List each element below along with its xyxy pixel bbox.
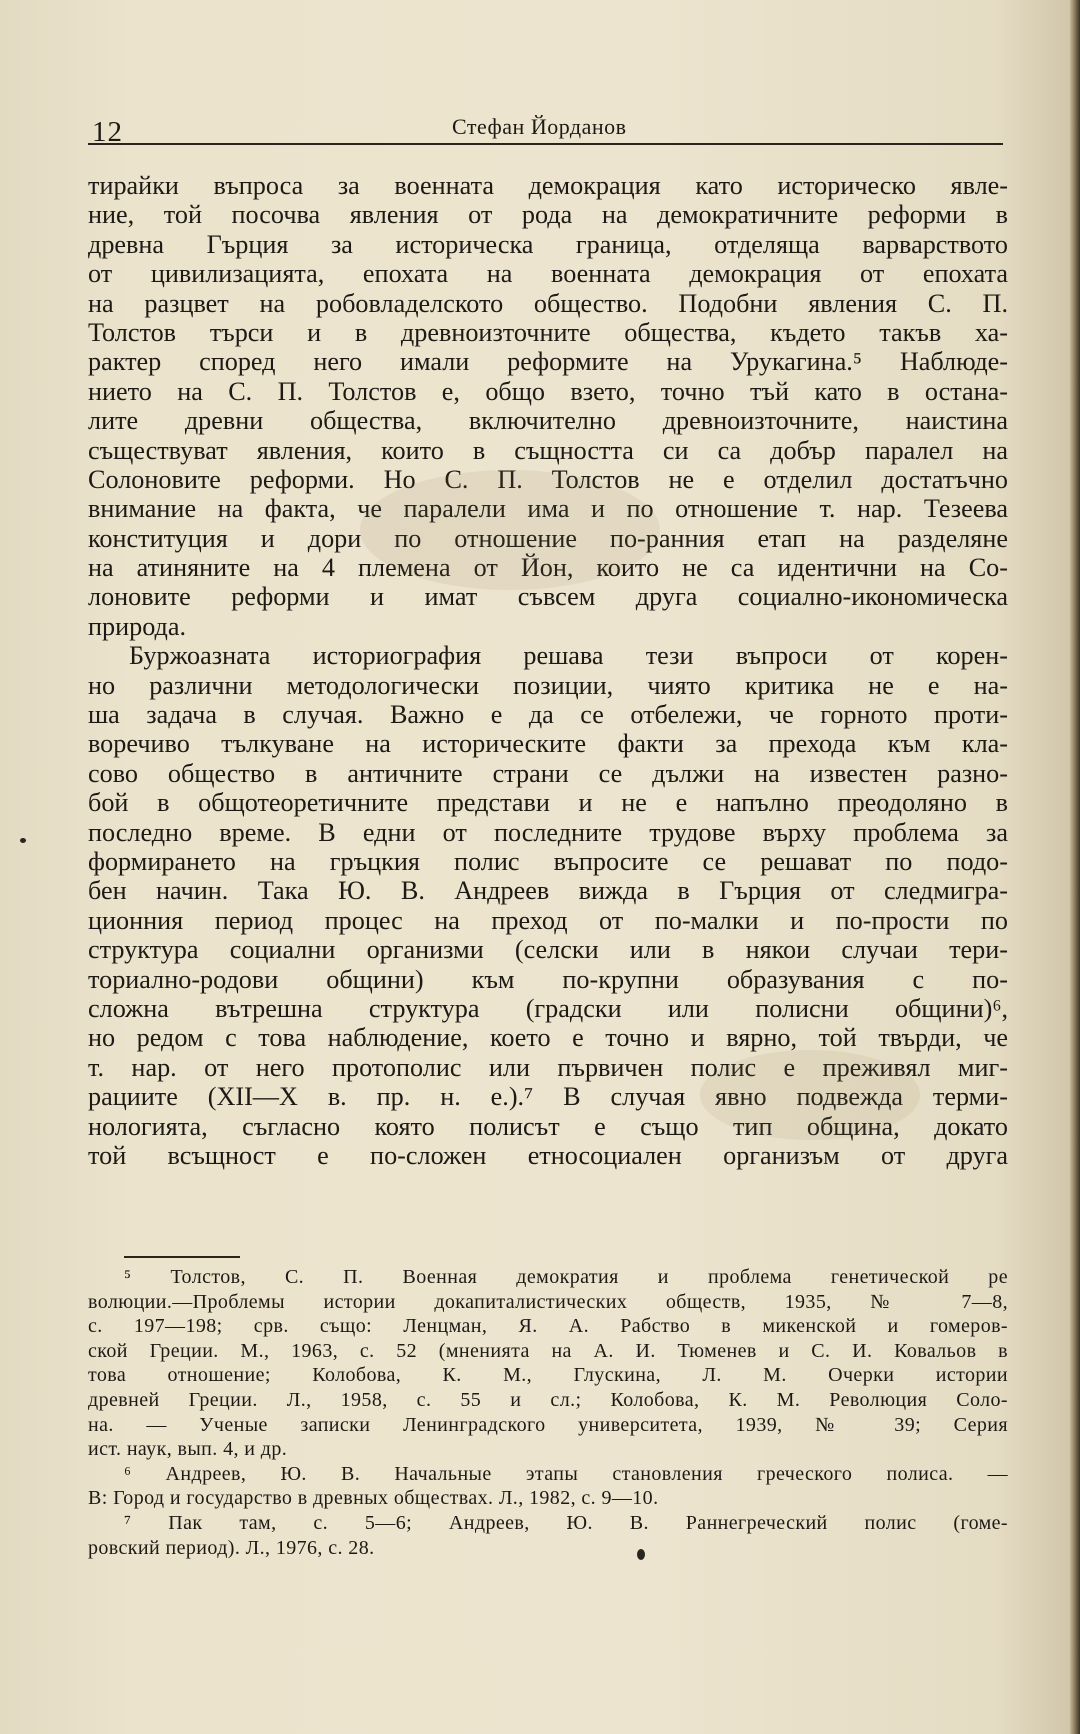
body-line: но редом с това наблюдение, което е точно и вярно, той твърди, че [88,1023,1008,1053]
body-line: Буржоазната историография решава тези въпроси от корен- [129,641,1008,671]
page-edge-shadow [1070,0,1080,1734]
body-line: рактер според него имали реформите на Урукагина.⁵ Наблюде- [88,347,1008,377]
body-line: структура социални организми (селски или в някои случаи тери- [88,935,1008,965]
body-text [88,171,1008,1170]
body-line: воречиво тълкуване на историческите факти за прехода към кла- [88,729,1008,759]
body-line: сложна вътрешна структура (градски или полисни общини)⁶, [88,993,1008,1023]
footnote-line: с. 197—198; срв. също: Ленцман, Я. А. Рабство в микенской и гомеров- [88,1315,1008,1338]
body-line: природа. [88,611,187,641]
ink-speck [637,1549,645,1560]
page-header [88,112,1003,146]
footnote-line: ⁷ Пак там, с. 5—6; Андреев, Ю. В. Раннегреческий полис (гоме- [124,1511,1008,1534]
body-line: ционния период процес на преход от по-малки и по-прости по [88,905,1008,935]
running-head: Стефан Йорданов [452,114,627,139]
body-line: формирането на гръцкия полис въпросите се решават по подо- [88,846,1008,876]
footnote-line: това отношение; Колобова, К. М., Глускина, Л. М. Очерки истории [88,1364,1008,1387]
body-line: внимание на факта, че паралели има и по отношение т. нар. Тезеева [88,494,1008,524]
body-line: лоновите реформи и имат съвсем друга социално-икономическа [88,582,1008,612]
body-line: бой в общотеоретичните представи и не е напълно преодоляно в [88,788,1008,818]
body-line: сово общество в античните страни се дължи на известен разно- [88,758,1008,788]
footnote-line: древней Греции. Л., 1958, с. 55 и сл.; Колобова, К. М. Революция Соло- [88,1388,1008,1411]
body-line: той всъщност е по-сложен етносоциален организъм от друга [88,1140,1008,1170]
body-line: Солоновите реформи. Но С. П. Толстов не е отделил достатъчно [88,464,1008,494]
body-line: Толстов търси и в древноизточните общества, където такъв ха- [88,317,1008,347]
body-line: нието на С. П. Толстов е, общо взето, точно тъй като в остана- [88,376,1008,406]
page-number: 12 [92,116,123,148]
footnote-line: ровский период). Л., 1976, с. 28. [88,1536,375,1559]
footnote-line: В: Город и государство в древных обществах. Л., 1982, с. 9—10. [88,1487,659,1510]
paper-stain [360,470,660,590]
footnote-line: на. — Ученые записки Ленинградского университета, 1939, № 39; Серия [88,1413,1008,1436]
footnote-line: ист. наук, вып. 4, и др. [88,1438,288,1461]
paper-stain [700,1050,920,1140]
footnote-line: ской Греции. М., 1963, с. 52 (мненията на А. И. Тюменев и С. И. Ковальов в [88,1339,1008,1362]
body-line: на атиняните на 4 племена от Йон, които не са идентични на Со- [88,553,1008,583]
body-line: от цивилизацията, епохата на военната демокрация от епохата [88,259,1008,289]
footnote-line: волюции.—Проблемы истории докапиталистических обществ, 1935, № 7—8, [88,1290,1008,1313]
ink-speck [20,838,26,843]
body-line: ториално-родови общини) към по-крупни образувания с по- [88,964,1008,994]
body-line: рациите (XII—X в. пр. н. е.).⁷ В случая явно подвежда терми- [88,1082,1008,1112]
footnote-line: ⁵ Толстов, С. П. Военная демократия и проблема генетической ре [124,1266,1008,1288]
body-line: последно време. В едни от последните трудове върху проблема за [88,817,1008,847]
header-rule [88,143,1003,145]
body-line: но различни методологически позиции, чиято критика не е на- [88,670,1008,700]
body-line: тирайки въпроса за военната демокрация като историческо явле- [88,171,1008,200]
body-line: ние, той посочва явления от рода на демократичните реформи в [88,200,1008,230]
body-line: т. нар. от него протополис или първичен полис е преживял миг- [88,1052,1008,1082]
body-line: нологията, съгласно която полисът е също тип община, докато [88,1111,1008,1141]
footnote-rule [124,1256,240,1258]
body-line: древна Гърция за историческа граница, отделяща варварството [88,229,1008,259]
body-line: бен начин. Така Ю. В. Андреев вижда в Гърция от следмигра- [88,876,1008,906]
footnotes [88,1265,1008,1560]
body-line: съществуват явления, които в същността си са добър паралел на [88,435,1008,465]
body-line: ша задача в случая. Важно е да се отбележи, че горното проти- [88,700,1008,730]
body-line: на разцвет на робовладелското общество. Подобни явления С. П. [88,288,1008,318]
body-line: лите древни общества, включително древноизточните, наистина [88,406,1008,436]
body-line: конституция и дори по отношение по-ранния етап на разделяне [88,523,1008,553]
footnote-line: ⁶ Андреев, Ю. В. Начальные этапы становления греческого полиса. — [124,1462,1008,1485]
